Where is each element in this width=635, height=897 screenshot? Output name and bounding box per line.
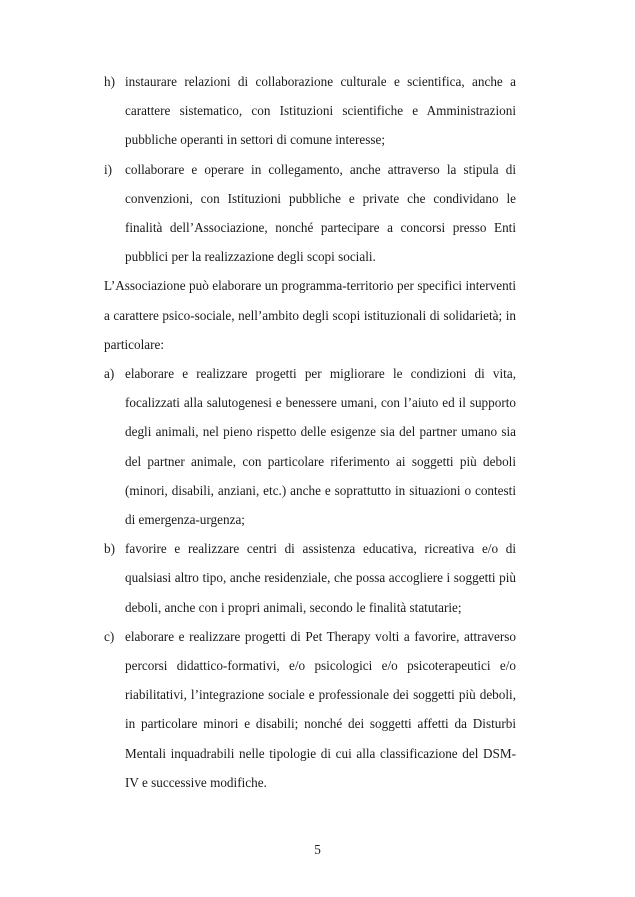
list-marker: c) [104, 628, 115, 644]
list-item-h [104, 67, 516, 155]
list-item-text: elaborare e realizzare progetti per migliorare le condizioni di vita, focalizzati alla salutogenesi e benessere umani, con l’aiuto ed il supporto degli animali, nel pieno rispetto delle esigenze sia del partner umano sia del partner animale, con particolare riferimento ai soggetti più deboli (minori, disabili, anziani, etc.) anche e soprattutto in situazioni o contesti di emergenza-urgenza; [125, 366, 516, 528]
list-item-i [104, 155, 516, 272]
list-item-c [104, 622, 516, 797]
page-number: 5 [314, 842, 321, 857]
body-paragraph: L’Associazione può elaborare un programma-territorio per specifici interventi a carattere psico-sociale, nell’ambito degli scopi istituzionali di solidarietà; in particolare: [104, 278, 516, 352]
list-item-text: elaborare e realizzare progetti di Pet Therapy volti a favorire, attraverso percorsi didattico-formativi, e/o psicologici e/o psicoterapeutici e/o riabilitativi, l’integrazione sociale e professionale dei soggetti più deboli, in particolare minori e disabili; nonché dei soggetti affetti da Disturbi Mentali inquadrabili nelle tipologie di cui alla classificazione del DSM-IV e successive modifiche. [125, 628, 516, 790]
page-content [104, 67, 516, 797]
list-item-a [104, 359, 516, 534]
list-marker: a) [104, 366, 115, 382]
list-item-text: collaborare e operare in collegamento, anche attraverso la stipula di convenzioni, con Istituzioni pubbliche e private che condividano le finalità dell’Associazione, nonché partecipare a concorsi presso Enti pubblici per la realizzazione degli scopi sociali. [125, 161, 516, 265]
list-item-text: favorire e realizzare centri di assistenza educativa, ricreativa e/o di qualsiasi altro tipo, anche residenziale, che possa accogliere i soggetti più deboli, anche con i propri animali, secondo le finalità statutarie; [125, 541, 516, 615]
list-marker: i) [104, 161, 113, 177]
list-item-b [104, 534, 516, 622]
list-marker: b) [104, 541, 115, 557]
list-marker: h) [104, 74, 115, 89]
list-item-text: instaurare relazioni di collaborazione culturale e scientifica, anche a carattere sistematico, con Istituzioni scientifiche e Amministrazioni pubbliche operanti in settori di comune interesse; [125, 74, 516, 148]
